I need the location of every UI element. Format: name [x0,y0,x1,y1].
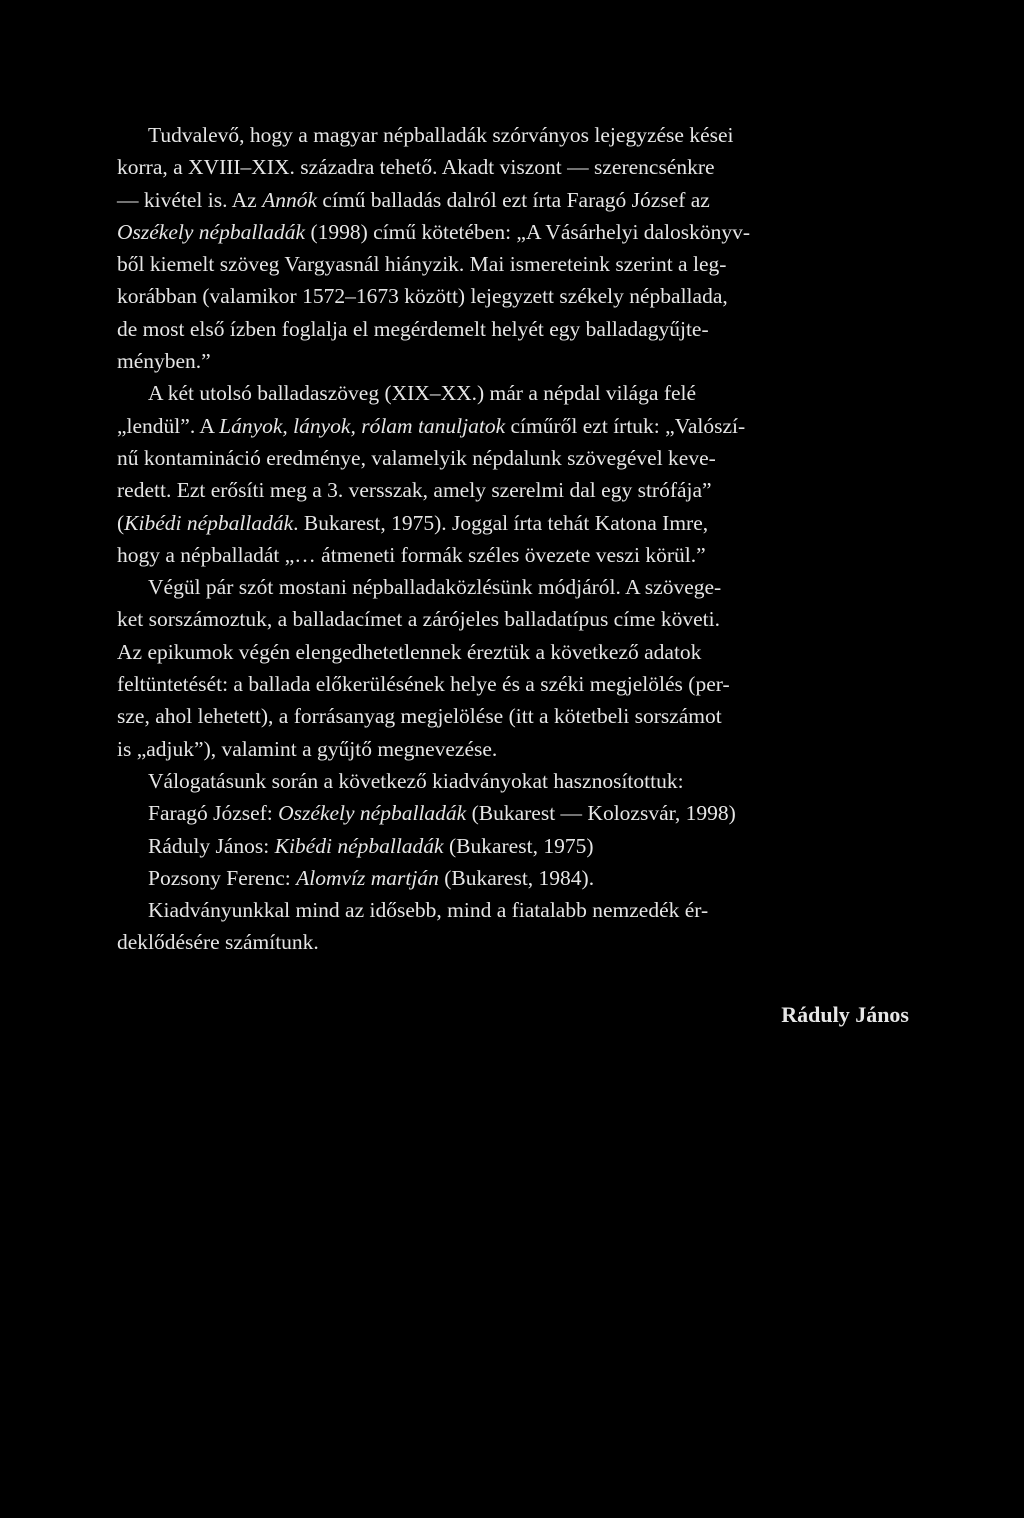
text-line [117,151,909,183]
text-line [117,248,909,280]
text-segment: . Bukarest, 1975). Joggal írta tehát Katona Imre, [293,510,709,535]
text-segment: ből kiemelt szöveg Vargyasnál hiányzik. Mai ismereteink szerint a leg- [117,252,727,277]
text-segment: Az epikumok végén elengedhetetlennek éreztük a következő adatok [117,639,702,664]
text-line [117,119,909,151]
text-line [117,507,909,539]
text-line [117,830,909,862]
text-segment: Ráduly János: [148,833,275,858]
text-line [117,345,909,377]
text-line [117,442,909,474]
text-segment: (Bukarest — Kolozsvár, 1998) [466,801,736,826]
paragraph [117,862,909,894]
text-segment: — kivétel is. Az [117,187,263,212]
text-segment: hogy a népballadát „… átmeneti formák széles övezete veszi körül.” [117,542,706,567]
text-segment: ményben.” [117,349,211,374]
italic-title: Alomvíz martján [296,865,439,890]
italic-title: Kibédi népballadák [124,510,294,535]
text-segment: címűről ezt írtuk: „Valószí- [505,413,746,438]
text-segment: Válogatásunk során a következő kiadványokat hasznosítottuk: [148,768,684,793]
text-line [117,765,909,797]
text-line [117,571,909,603]
italic-title: Oszékely népballadák [117,219,306,244]
text-line [117,184,909,216]
italic-title: Lányok, lányok, rólam tanuljatok [219,413,506,438]
paragraph [117,894,909,959]
text-segment: című balladás dalról ezt írta Faragó József az [317,187,710,212]
text-segment: „lendül”. A [117,413,220,438]
text-segment: (Bukarest, 1984). [438,865,595,890]
italic-title: Oszékely népballadák [278,801,467,826]
text-segment: Kiadványunkkal mind az idősebb, mind a fiatalabb nemzedék ér- [148,898,709,923]
text-segment: feltüntetését: a ballada előkerülésének helye és a széki megjelölés (per- [117,672,730,697]
body-text [117,119,909,959]
text-segment: (1998) című kötetében: „A Vásárhelyi daloskönyv- [305,219,751,244]
italic-title: Annók [262,187,318,212]
text-segment: Pozsony Ferenc: [148,865,297,890]
text-line [117,733,909,765]
text-line [117,797,909,829]
text-segment: Végül pár szót mostani népballadaközlésünk módjáról. A szövege- [148,575,722,600]
italic-title: Kibédi népballadák [274,833,444,858]
text-line [117,700,909,732]
text-segment: A két utolsó balladaszöveg (XIX–XX.) már a népdal világa felé [148,381,697,406]
text-segment: nű kontamináció eredménye, valamelyik népdalunk szövegével keve- [117,445,716,470]
text-segment: Tudvalevő, hogy a magyar népballadák szórványos lejegyzése kései [148,123,734,147]
text-line [117,862,909,894]
text-line [117,313,909,345]
paragraph [117,377,909,571]
paragraph [117,571,909,765]
text-line [117,894,909,926]
text-segment: sze, ahol lehetett), a forrásanyag megjelölése (itt a kötetbeli sorszámot [117,704,722,729]
text-segment: korra, a XVIII–XIX. századra tehető. Akadt viszont — szerencsénkre [117,155,715,180]
text-segment: de most első ízben foglalja el megérdemelt helyét egy balladagyűjte- [117,316,709,341]
paragraph [117,830,909,862]
paragraph [117,797,909,829]
text-segment: korábban (valamikor 1572–1673 között) lejegyzett székely népballada, [117,284,728,309]
text-line [117,636,909,668]
text-segment: (Bukarest, 1975) [443,833,594,858]
text-line [117,539,909,571]
text-segment: Faragó József: [148,801,279,826]
text-line [117,926,909,958]
text-segment: redett. Ezt erősíti meg a 3. versszak, amely szerelmi dal egy strófája” [117,478,712,503]
text-segment: deklődésére számítunk. [117,930,319,955]
text-line [117,603,909,635]
text-segment: is „adjuk”), valamint a gyűjtő megnevezése. [117,736,498,761]
text-line [117,377,909,409]
paragraph [117,119,909,377]
paragraph [117,765,909,797]
author-signature: Ráduly János [781,1002,909,1027]
text-line [117,474,909,506]
text-line [117,668,909,700]
text-line [117,280,909,312]
text-segment: ket sorszámoztuk, a balladacímet a zárójeles balladatípus címe követi. [117,607,720,632]
text-segment: ( [117,510,125,535]
text-line [117,216,909,248]
text-line [117,410,909,442]
